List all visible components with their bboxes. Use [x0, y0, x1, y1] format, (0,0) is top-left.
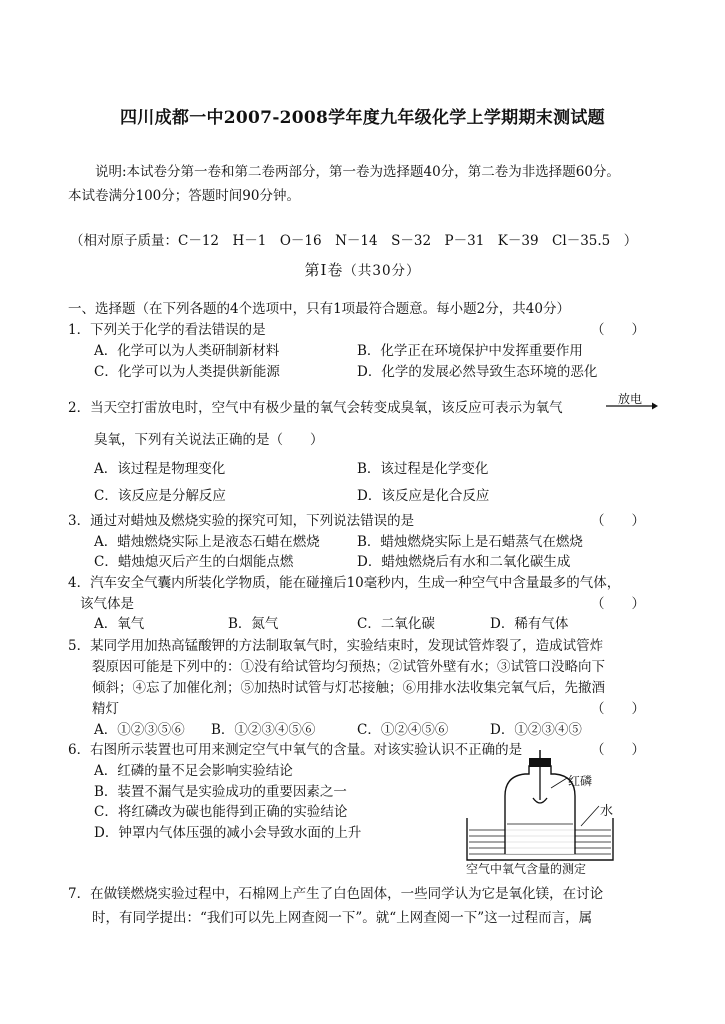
section-title: 第Ⅰ卷: [304, 261, 344, 279]
q6-option-c: C．将红磷改为碳也能得到正确的实验结论: [94, 804, 348, 820]
q1-option-a: A．化学可以为人类研制新材料: [94, 343, 280, 359]
q1-stem: 1．下列关于化学的看法错误的是: [68, 322, 266, 338]
q5-line-4: 精灯: [92, 701, 119, 717]
q1-answer-bracket: （ ）: [591, 322, 645, 338]
q3-stem: 3．通过对蜡烛及燃烧实验的探究可知，下列说法错误的是: [68, 513, 415, 529]
q4-option-c: C．二氧化碳: [357, 616, 435, 632]
q6-answer-bracket: （ ）: [591, 742, 645, 758]
q5-line-1: 5．某同学用加热高锰酸钾的方法制取氧气时，实验结束时，发现试管炸裂了，造成试管炸: [68, 638, 604, 654]
q6-option-b: B．装置不漏气是实验成功的重要因素之一: [94, 784, 347, 800]
q7-line-2: 时，有同学提出：“我们可以先上网查阅一下”。就“上网查阅一下”这一过程而言，属: [92, 910, 593, 926]
q5-option-d: D．①②③④⑤: [490, 722, 582, 738]
q3-option-a: A．蜡烛燃烧实际上是液态石蜡在燃烧: [94, 534, 320, 550]
q4-stem: 4．汽车安全气囊内所装化学物质，能在碰撞后10毫秒内，生成一种空气中含量最多的气体，: [68, 575, 621, 591]
diagram-label-phosphorus: 红磷: [568, 774, 593, 788]
q7-line-1: 7．在做镁燃烧实验过程中，石棉网上产生了白色固体，一些同学认为它是氧化镁，在讨论: [68, 886, 604, 902]
intro-line-2: 本试卷满分100分；答题时间90分钟。: [68, 188, 300, 204]
diagram-label-water: 水: [600, 804, 614, 819]
q6-option-a: A．红磷的量不足会影响实验结论: [94, 763, 293, 779]
q3-answer-bracket: （ ）: [591, 513, 645, 529]
q3-option-b: B．蜡烛燃烧实际上是石蜡蒸气在燃烧: [357, 534, 583, 550]
part1-instructions: 一、选择题（在下列各题的4个选项中，只有1项最符合题意。每小题2分，共40分）: [68, 301, 570, 317]
q1-option-d: D．化学的发展必然导致生态环境的恶化: [357, 364, 598, 380]
section-subtitle: （共30分）: [343, 263, 421, 279]
intro-line-1: 说明:本试卷分第一卷和第二卷两部分，第一卷为选择题40分，第二卷为非选择题60分。: [95, 164, 620, 180]
q4-stem-2: 该气体是: [80, 596, 134, 612]
q4-option-b: B．氮气: [228, 616, 279, 632]
reaction-arrow-icon: [606, 401, 658, 411]
q5-line-3: 倾斜；④忘了加催化剂；⑤加热时试管与灯芯接触；⑥用排水法收集完氧气后，先撤酒: [92, 680, 605, 696]
q2-option-c: C．该反应是分解反应: [94, 488, 226, 504]
q2-option-b: B．该过程是化学变化: [357, 461, 489, 477]
q5-option-a: A．①②③⑤⑥: [94, 722, 185, 738]
bell-jar-apparatus-diagram: [463, 748, 623, 878]
q3-option-d: D．蜡烛燃烧后有水和二氧化碳生成: [357, 554, 571, 570]
q5-line-2: 裂原因可能是下列中的：①没有给试管均匀预热；②试管外壁有水；③试管口没略向下: [92, 659, 605, 675]
q2-stem: 2．当天空打雷放电时，空气中有极少量的氧气会转变成臭氧，该反应可表示为氧气: [68, 400, 563, 416]
q4-answer-bracket: （ ）: [591, 596, 645, 612]
page-title: 四川成都一中2007-2008学年度九年级化学上学期期末测试题: [120, 108, 605, 128]
q3-option-c: C．蜡烛熄灭后产生的白烟能点燃: [94, 554, 294, 570]
q2-arrow-label: 放电: [618, 392, 643, 406]
q6-option-d: D．钟罩内气体压强的减小会导致水面的上升: [94, 825, 362, 841]
diagram-caption: 空气中氧气含量的测定: [466, 862, 587, 876]
q2-option-a: A．该过程是物理变化: [94, 461, 226, 477]
q5-answer-bracket: （ ）: [591, 701, 645, 717]
q1-option-c: C．化学可以为人类提供新能源: [94, 364, 280, 380]
q2-stem-2: 臭氧，下列有关说法正确的是（ ）: [94, 432, 324, 448]
q4-option-a: A．氧气: [94, 616, 145, 632]
q1-option-b: B．化学正在环境保护中发挥重要作用: [357, 343, 583, 359]
q5-option-c: C．①②④⑤⑥: [357, 722, 449, 738]
atomic-mass-note: （相对原子质量：C－12 H－1 O－16 N－14 S－32 P－31 K－39 Cl－35.5 ）: [70, 233, 638, 249]
q6-stem: 6．右图所示装置也可用来测定空气中氧气的含量。对该实验认识不正确的是: [68, 742, 523, 758]
q4-option-d: D．稀有气体: [490, 616, 569, 632]
section-heading: [0, 259, 725, 280]
q2-option-d: D．该反应是化合反应: [357, 488, 490, 504]
q5-option-b: B．①②③④⑤⑥: [211, 722, 316, 738]
